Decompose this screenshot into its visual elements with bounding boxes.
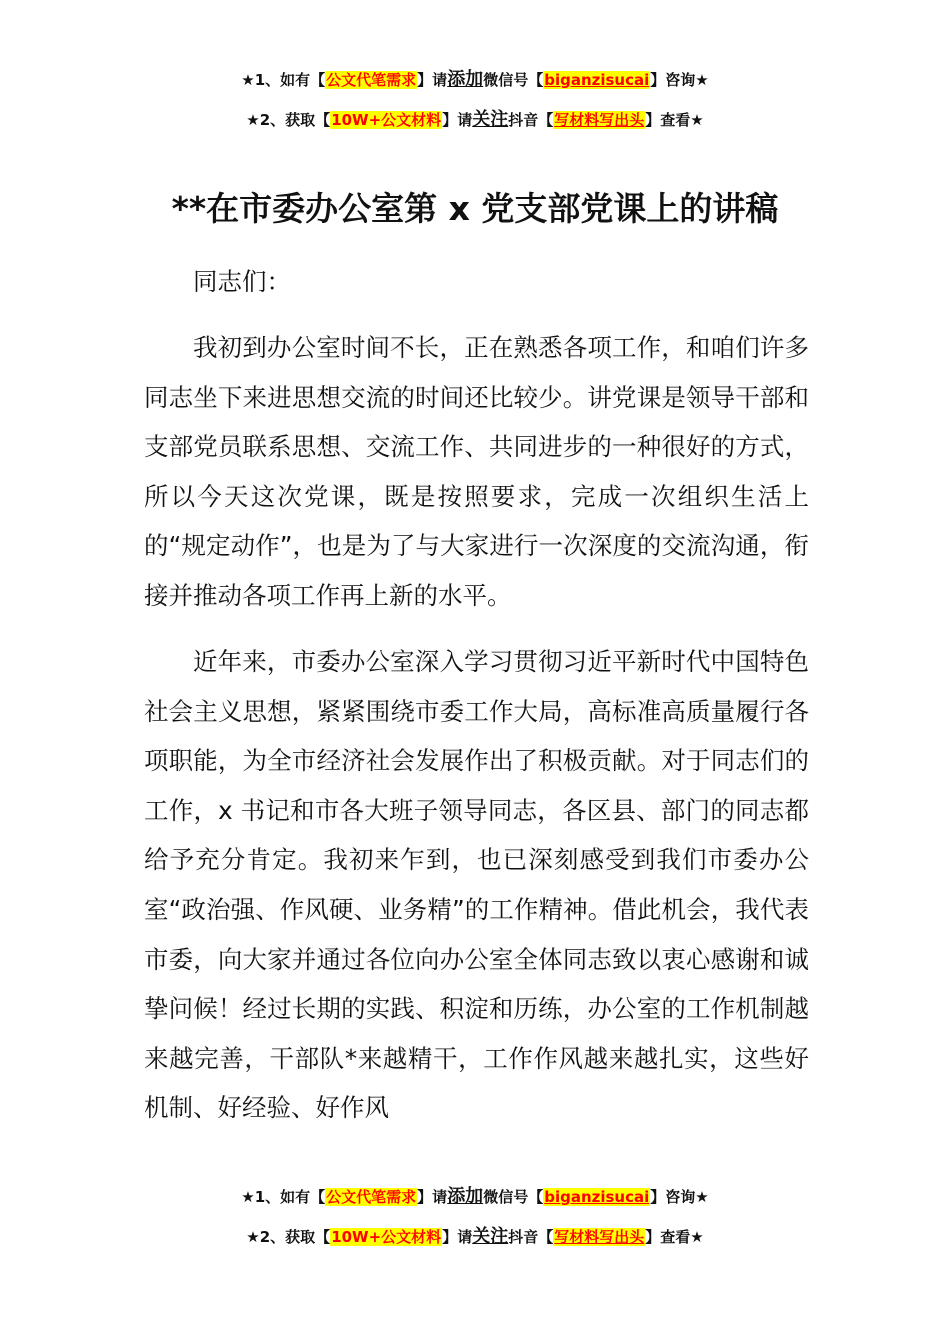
promo-emphasis: 关注: [472, 109, 509, 130]
promo-wechat-id: biganzisucai: [544, 71, 650, 89]
promo-douyin-account: 写材料写出头: [554, 111, 645, 129]
promo-wechat-id: biganzisucai: [544, 1188, 650, 1206]
top-promo-line-2: [0, 108, 950, 132]
promo-suffix: 】查看★: [645, 111, 704, 129]
promo-emphasis: 添加: [447, 69, 484, 90]
promo-emphasis: 关注: [472, 1226, 509, 1247]
promo-douyin-account: 写材料写出头: [554, 1228, 645, 1246]
promo-text: 】请: [417, 71, 448, 89]
promo-suffix: 】咨询★: [650, 71, 709, 89]
promo-highlight: 公文代笔需求: [326, 1188, 417, 1206]
promo-prefix: ★2、获取【: [246, 1228, 331, 1246]
promo-prefix: ★2、获取【: [246, 111, 331, 129]
promo-suffix: 】查看★: [645, 1228, 704, 1246]
promo-text: 微信号【: [483, 1188, 544, 1206]
salutation: 同志们：: [193, 267, 291, 296]
paragraph-2: 近年来，市委办公室深入学习贯彻习近平新时代中国特色社会主义思想，紧紧围绕市委工作大局，高标准高质量履行各项职能，为全市经济社会发展作出了积极贡献。对于同志们的工作，x 书记和市各大班子领导同志，各区县、部门的同志都给予充分肯定。我初来乍到，也已深刻感受到我们市委办公室“政治强、作风硬、业务精”的工作精神。借此机会，我代表市委，向大家并通过各位向办公室全体同志致以衷心感谢和诚挚问候！经过长期的实践、积淀和历练，办公室的工作机制越来越完善，干部队*来越精干，工作作风越来越扎实，这些好机制、好经验、好作风: [144, 647, 809, 1123]
document-title: **在市委办公室第 x 党支部党课上的讲稿: [171, 189, 779, 228]
promo-suffix: 】咨询★: [650, 1188, 709, 1206]
promo-text: 】请: [417, 1188, 448, 1206]
promo-highlight: 公文代笔需求: [326, 71, 417, 89]
promo-text: 】请: [442, 1228, 473, 1246]
promo-prefix: ★1、如有【: [241, 1188, 326, 1206]
promo-highlight: 10W+公文材料: [331, 111, 442, 129]
paragraph-1: 我初到办公室时间不长，正在熟悉各项工作，和咱们许多同志坐下来进思想交流的时间还比较少。讲党课是领导干部和支部党员联系思想、交流工作、共同进步的一种很好的方式，所以今天这次党课，既是按照要求，完成一次组织生活上的“规定动作”，也是为了与大家进行一次深度的交流沟通，衔接并推动各项工作再上新的水平。: [144, 333, 809, 610]
bottom-promo-line-1: [0, 1185, 950, 1209]
top-promo-line-1: [0, 68, 950, 92]
promo-text: 抖音【: [508, 111, 554, 129]
promo-text: 微信号【: [483, 71, 544, 89]
promo-highlight: 10W+公文材料: [331, 1228, 442, 1246]
promo-prefix: ★1、如有【: [241, 71, 326, 89]
promo-text: 】请: [442, 111, 473, 129]
promo-emphasis: 添加: [447, 1186, 484, 1207]
bottom-promo-line-2: [0, 1225, 950, 1249]
promo-text: 抖音【: [508, 1228, 554, 1246]
